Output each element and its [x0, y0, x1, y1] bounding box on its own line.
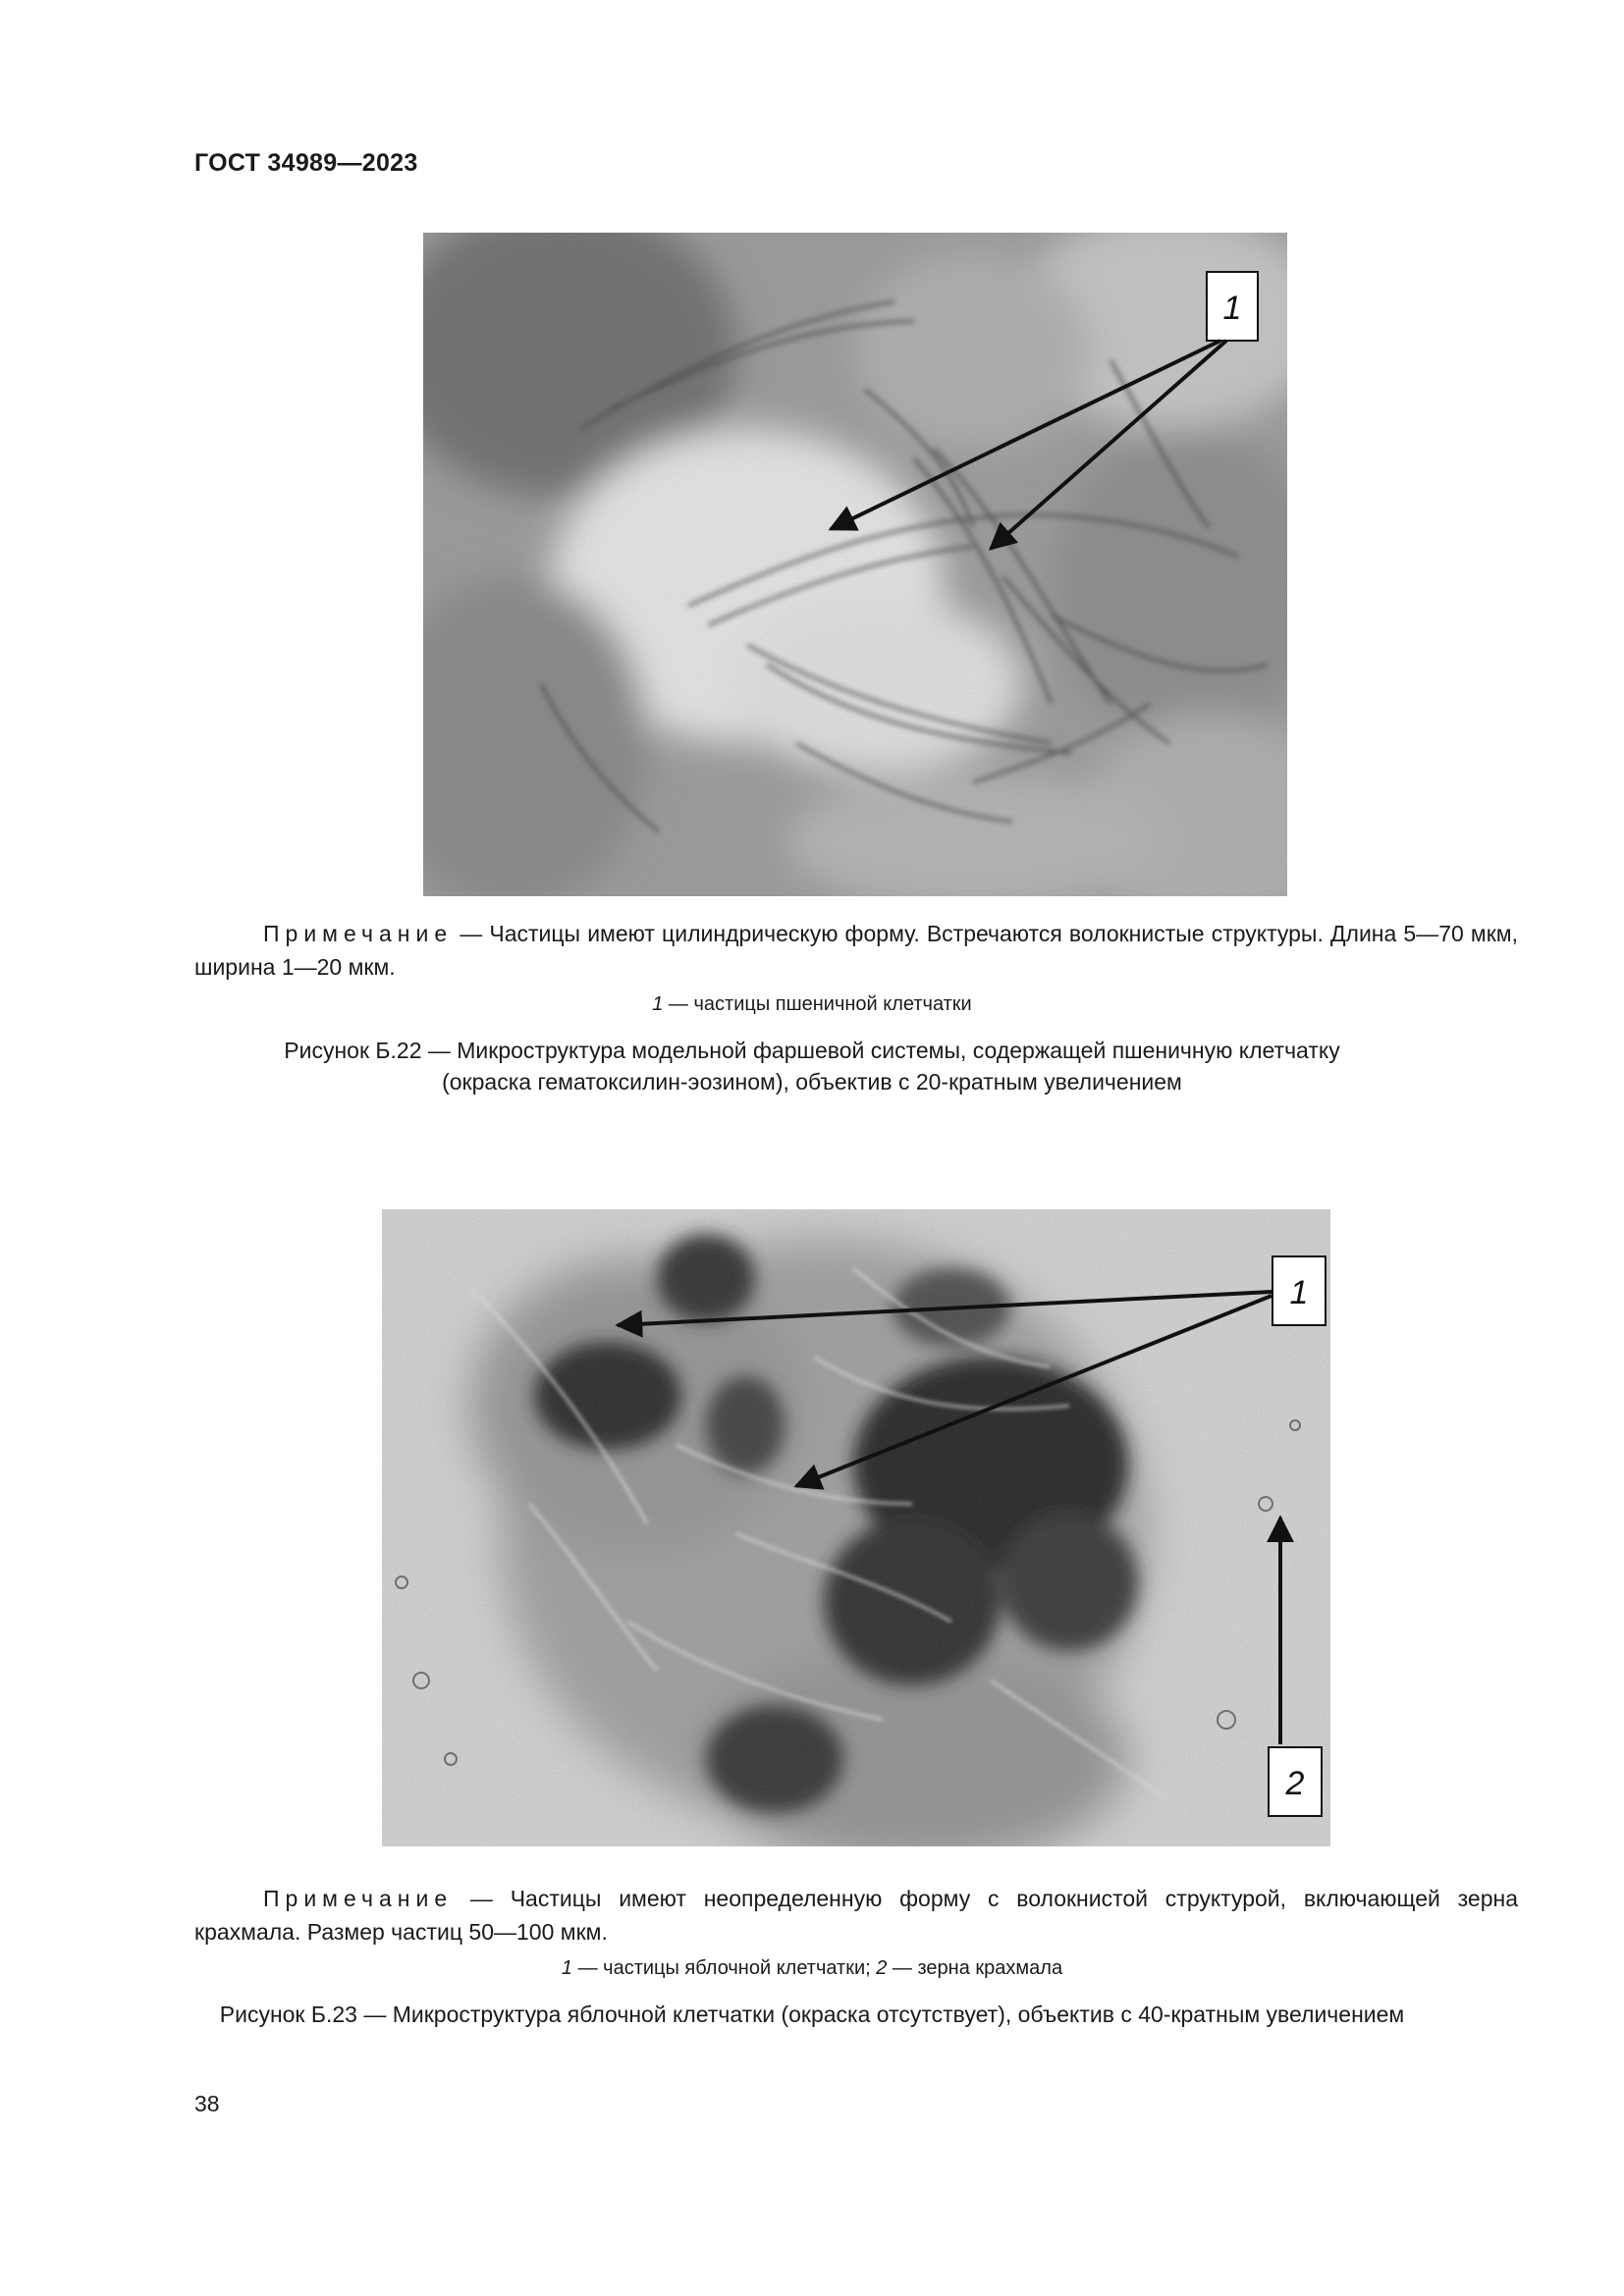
legend-number: 1 [561, 1957, 573, 1979]
note-label: Примечание [263, 1886, 454, 1911]
callout-label-1: 1 [1222, 290, 1242, 327]
legend-text: — частицы пшеничной клетчатки [663, 993, 972, 1015]
caption-line: Рисунок Б.22 — Микроструктура модельной фаршевой системы, содержащей пшеничную клетчатку [284, 1038, 1340, 1063]
document-header: ГОСТ 34989—2023 [194, 149, 418, 177]
caption-line: (окраска гематоксилин-эозином), объектив с 20-кратным увеличением [442, 1069, 1182, 1095]
figure-legend [0, 1957, 1624, 1980]
callout-label-1: 1 [1289, 1274, 1309, 1311]
page-number: 38 [194, 2091, 220, 2116]
note-text: — Частицы имеют цилиндрическую форму. Встречаются волокнистые структуры. Длина 5—70 мкм, ширина 1—20 мкм. [194, 921, 1518, 980]
micrograph-wheat-fiber [423, 233, 1287, 896]
note-label: Примечание [263, 921, 454, 946]
legend-text: — частицы яблочной клетчатки; [572, 1957, 877, 1979]
legend-number: 1 [652, 993, 664, 1015]
legend-text: — зерна крахмала [887, 1957, 1063, 1979]
callout-label-2: 2 [1285, 1765, 1305, 1802]
figure-caption [147, 1035, 1477, 1097]
figure-note [194, 917, 1518, 984]
figure-caption [147, 1999, 1477, 2030]
micrograph-apple-fiber [382, 1209, 1330, 1846]
legend-number: 2 [876, 1957, 888, 1979]
figure-note [194, 1882, 1518, 1949]
note-text: — Частицы имеют неопределенную форму с волокнистой структурой, включающей зерна крахмала. Размер частиц 50—100 мкм. [194, 1886, 1518, 1945]
caption-line: Рисунок Б.23 — Микроструктура яблочной клетчатки (окраска отсутствует), объектив с 40-кратным увеличением [219, 2002, 1405, 2027]
figure-legend [0, 993, 1624, 1016]
